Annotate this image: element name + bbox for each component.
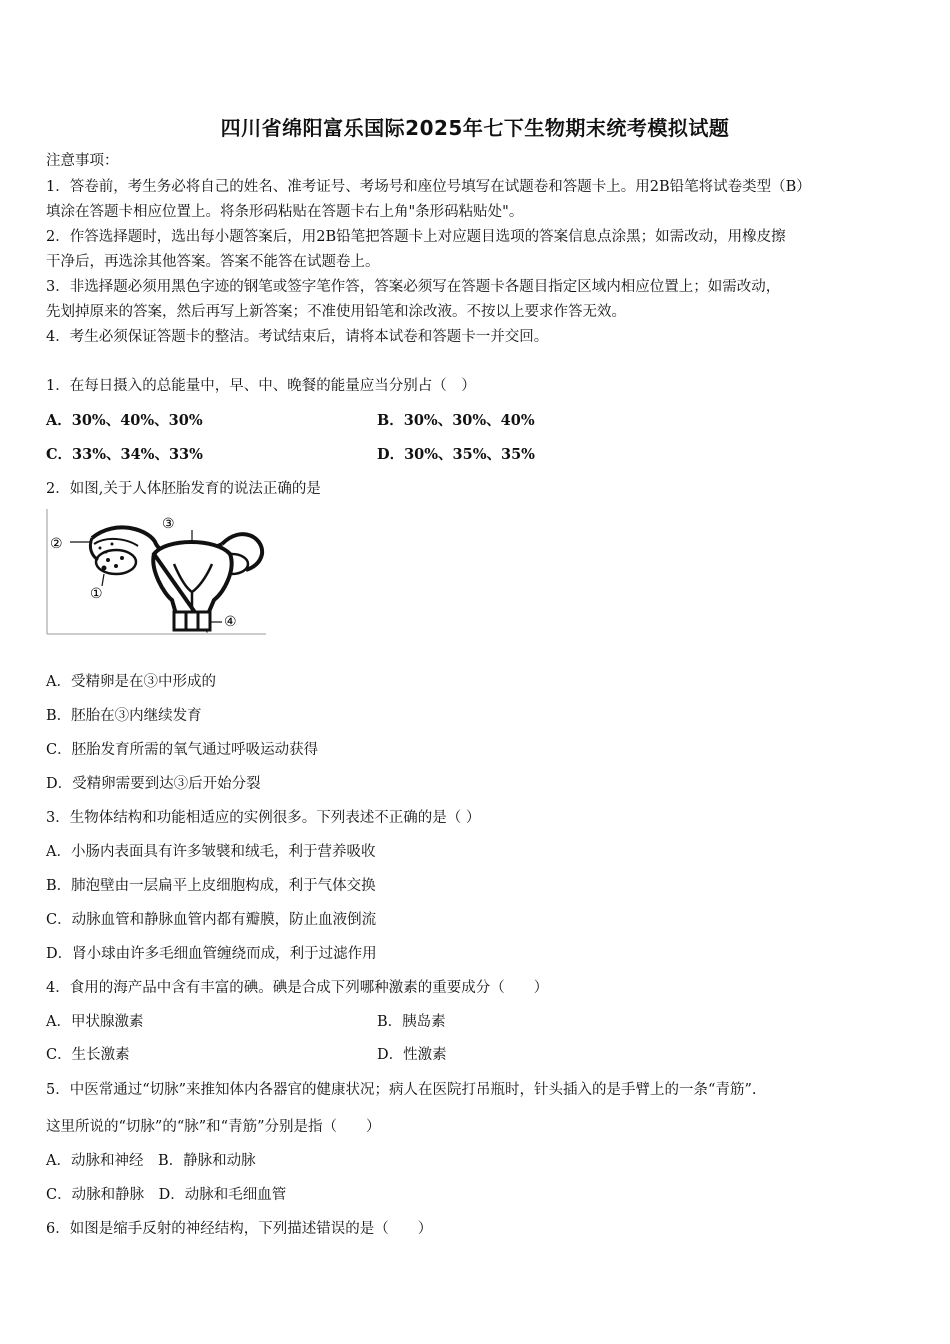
notice-heading: 注意事项： (46, 153, 119, 169)
q5-options-cd: C．动脉和静脉 D．动脉和毛细血管 (46, 1187, 287, 1203)
q3-option-d: D．肾小球由许多毛细血管缠绕而成，利于过滤作用 (46, 946, 377, 962)
q4-option-c: C．生长激素 (46, 1047, 130, 1063)
notice-line-4: 干净后，再选涂其他答案。答案不能答在试题卷上。 (46, 254, 380, 270)
figure-label-3: ③ (162, 516, 175, 532)
figure-label-2: ② (50, 536, 63, 552)
q1-option-d: D．30%、35%、35% (377, 446, 535, 463)
q3-option-b: B．肺泡壁由一层扁平上皮细胞构成，利于气体交换 (46, 878, 376, 894)
q2-option-a: A．受精卵是在③中形成的 (46, 674, 216, 690)
notice-line-2: 填涂在答题卡相应位置上。将条形码粘贴在答题卡右上角"条形码粘贴处"。 (46, 204, 524, 220)
q2-option-b: B．胚胎在③内继续发育 (46, 708, 202, 724)
notice-line-3: 2．作答选择题时，选出每小题答案后，用2B铅笔把答题卡上对应题目选项的答案信息点涂黑；如需改动，用橡皮擦 (46, 229, 786, 245)
vagina (174, 612, 210, 630)
q4-stem: 4．食用的海产品中含有丰富的碘。碘是合成下列哪种激素的重要成分（ ） (46, 980, 549, 996)
left-ovary (96, 550, 136, 574)
q5-options-ab: A．动脉和神经 B．静脉和动脉 (46, 1153, 256, 1169)
q4-option-b: B．胰岛素 (377, 1014, 446, 1030)
q2-stem: 2．如图,关于人体胚胎发育的说法正确的是 (46, 481, 321, 497)
notice-line-5: 3．非选择题必须用黑色字迹的钢笔或签字笔作答，答案必须写在答题卡各题目指定区域内相应位置上；如需改动， (46, 279, 781, 295)
figure-label-4: ④ (224, 614, 237, 630)
q4-option-d: D．性激素 (377, 1047, 447, 1063)
q4-option-a: A．甲状腺激素 (46, 1014, 144, 1030)
uterus-diagram (46, 508, 268, 636)
q1-stem: 1．在每日摄入的总能量中，早、中、晚餐的能量应当分别占（ ） (46, 378, 476, 394)
notice-line-7: 4．考生必须保证答题卡的整洁。考试结束后，请将本试卷和答题卡一并交回。 (46, 329, 549, 345)
q2-option-c: C．胚胎发育所需的氧气通过呼吸运动获得 (46, 742, 319, 758)
notice-line-6: 先划掉原来的答案，然后再写上新答案；不准使用铅笔和涂改液。不按以上要求作答无效。 (46, 304, 626, 320)
q6-stem: 6．如图是缩手反射的神经结构，下列描述错误的是（ ） (46, 1221, 433, 1237)
page-title: 四川省绵阳富乐国际2025年七下生物期末统考模拟试题 (220, 116, 730, 140)
q5-stem-line-1: 5．中医常通过“切脉”来推知体内各器官的健康状况；病人在医院打吊瓶时，针头插入的是手臂上的一条“青筋”. (46, 1082, 757, 1098)
q1-option-c: C．33%、34%、33% (46, 446, 203, 463)
q1-option-b: B．30%、30%、40% (377, 412, 535, 429)
q3-option-a: A．小肠内表面具有许多皱襞和绒毛，利于营养吸收 (46, 844, 376, 860)
q3-stem: 3．生物体结构和功能相适应的实例很多。下列表述不正确的是（ ） (46, 810, 481, 826)
q3-option-c: C．动脉血管和静脉血管内都有瓣膜，防止血液倒流 (46, 912, 377, 928)
notice-line-1: 1．答卷前，考生务必将自己的姓名、准考证号、考场号和座位号填写在试题卷和答题卡上。用2B铅笔将试卷类型（B） (46, 179, 811, 195)
q5-stem-line-2: 这里所说的“切脉”的“脉”和“青筋”分别是指（ ） (46, 1119, 381, 1135)
q2-option-d: D．受精卵需要到达③后开始分裂 (46, 776, 261, 792)
figure-label-1: ① (90, 586, 103, 602)
q1-option-a: A．30%、40%、30% (46, 412, 203, 429)
